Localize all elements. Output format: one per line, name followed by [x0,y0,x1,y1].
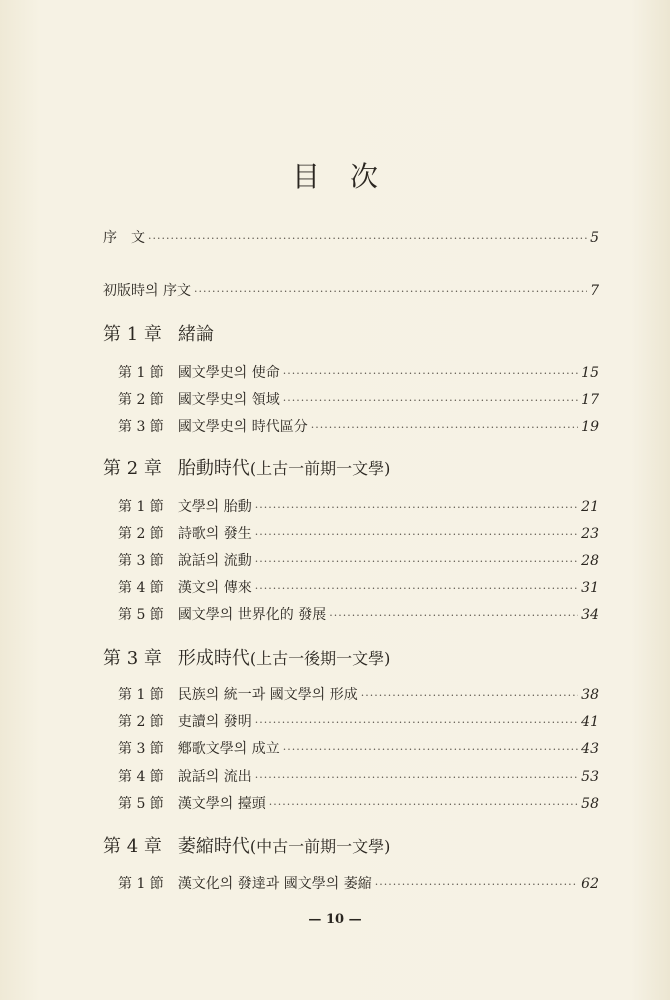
section-number: 第 1 節 [118,499,164,515]
toc-title [0,155,670,195]
section-page: 31 [581,580,599,596]
toc-section-row [118,794,599,815]
chapter-number: 第 3 章 [103,648,162,669]
section-title: 民族의 統一과 國文學의 形成 [177,687,358,703]
section-page: 53 [581,769,599,785]
chapter-title: 萎縮時代 [177,836,250,857]
section-page: 17 [581,392,599,408]
leader-dots [269,795,578,815]
chapter-number: 第 1 章 [103,324,162,345]
leader-dots [329,606,578,626]
leader-dots [283,364,578,384]
chapter-title: 形成時代 [177,648,250,669]
leader-dots [255,498,578,518]
toc-section-row [118,605,599,626]
title-char-1: 目 [291,160,320,193]
toc-section-row [118,767,599,788]
chapter-number: 第 4 章 [103,836,162,857]
section-page: 23 [581,526,599,542]
section-number: 第 5 節 [118,796,164,812]
section-number: 第 4 節 [118,580,164,596]
section-number: 第 1 節 [118,876,164,892]
section-number: 第 1 節 [118,365,164,381]
section-title: 國文學의 世界化的 發展 [177,607,327,623]
toc-section-row [118,417,599,438]
section-page: 41 [581,714,599,730]
toc-section-row [118,874,599,895]
section-page: 15 [581,365,599,381]
toc-section-row [118,390,599,411]
section-number: 第 5 節 [118,607,164,623]
section-number: 第 3 節 [118,553,164,569]
entry-page: 5 [590,230,599,246]
toc-section-row [118,551,599,572]
section-number: 第 4 節 [118,769,164,785]
section-page: 38 [581,687,599,703]
title-char-2: 次 [350,160,379,193]
section-page: 58 [581,796,599,812]
chapter-heading-4 [103,835,390,859]
toc-section-row [118,363,599,384]
chapter-number: 第 2 章 [103,458,162,479]
leader-dots [311,418,578,438]
toc-entry-preface [103,228,599,249]
toc-section-row [118,578,599,599]
section-title: 漢文化의 發達과 國文學의 萎縮 [177,876,372,892]
section-title: 漢文의 傳來 [177,580,252,596]
toc-entry-first-edition-preface [103,281,599,302]
section-number: 第 2 節 [118,714,164,730]
section-page: 28 [581,553,599,569]
section-title: 鄕歌文學의 成立 [177,741,280,757]
chapter-heading-3 [103,647,390,671]
leader-dots [361,686,578,706]
chapter-heading-2 [103,457,390,481]
section-number: 第 2 節 [118,392,164,408]
section-page: 43 [581,741,599,757]
chapter-subtitle: (上古一後期一文學) [249,649,391,668]
section-number: 第 3 節 [118,741,164,757]
section-page: 21 [581,499,599,515]
section-title: 國文學史의 使命 [177,365,280,381]
leader-dots [255,552,578,572]
chapter-subtitle: (上古一前期一文學) [249,459,391,478]
section-title: 詩歌의 發生 [177,526,252,542]
toc-section-row [118,739,599,760]
section-title: 說話의 流動 [177,553,252,569]
toc-section-row [118,524,599,545]
section-page: 19 [581,419,599,435]
section-title: 文學의 胎動 [177,499,252,515]
leader-dots [255,525,578,545]
section-title: 說話의 流出 [177,769,252,785]
section-page: 34 [581,607,599,623]
leader-dots [148,229,587,249]
chapter-heading-1 [103,323,214,347]
leader-dots [255,768,578,788]
section-title: 漢文學의 擡頭 [177,796,266,812]
section-number: 第 3 節 [118,419,164,435]
section-title: 吏讀의 發明 [177,714,252,730]
leader-dots [283,391,578,411]
leader-dots [255,579,578,599]
toc-section-row [118,685,599,706]
leader-dots [283,740,578,760]
section-title: 國文學史의 時代區分 [177,419,308,435]
entry-page: 7 [590,283,599,299]
section-number: 第 2 節 [118,526,164,542]
chapter-title: 緒論 [177,324,214,345]
toc-section-row [118,712,599,733]
leader-dots [194,282,587,302]
chapter-title: 胎動時代 [177,458,250,479]
entry-title: 序 文 [103,230,145,246]
leader-dots [375,875,578,895]
toc-section-row [118,497,599,518]
section-title: 國文學史의 領域 [177,392,280,408]
leader-dots [255,713,578,733]
entry-title: 初版時의 序文 [103,283,191,299]
section-page: 62 [581,876,599,892]
chapter-subtitle: (中古一前期一文學) [249,837,391,856]
section-number: 第 1 節 [118,687,164,703]
page-number: — 10 — [308,912,362,927]
